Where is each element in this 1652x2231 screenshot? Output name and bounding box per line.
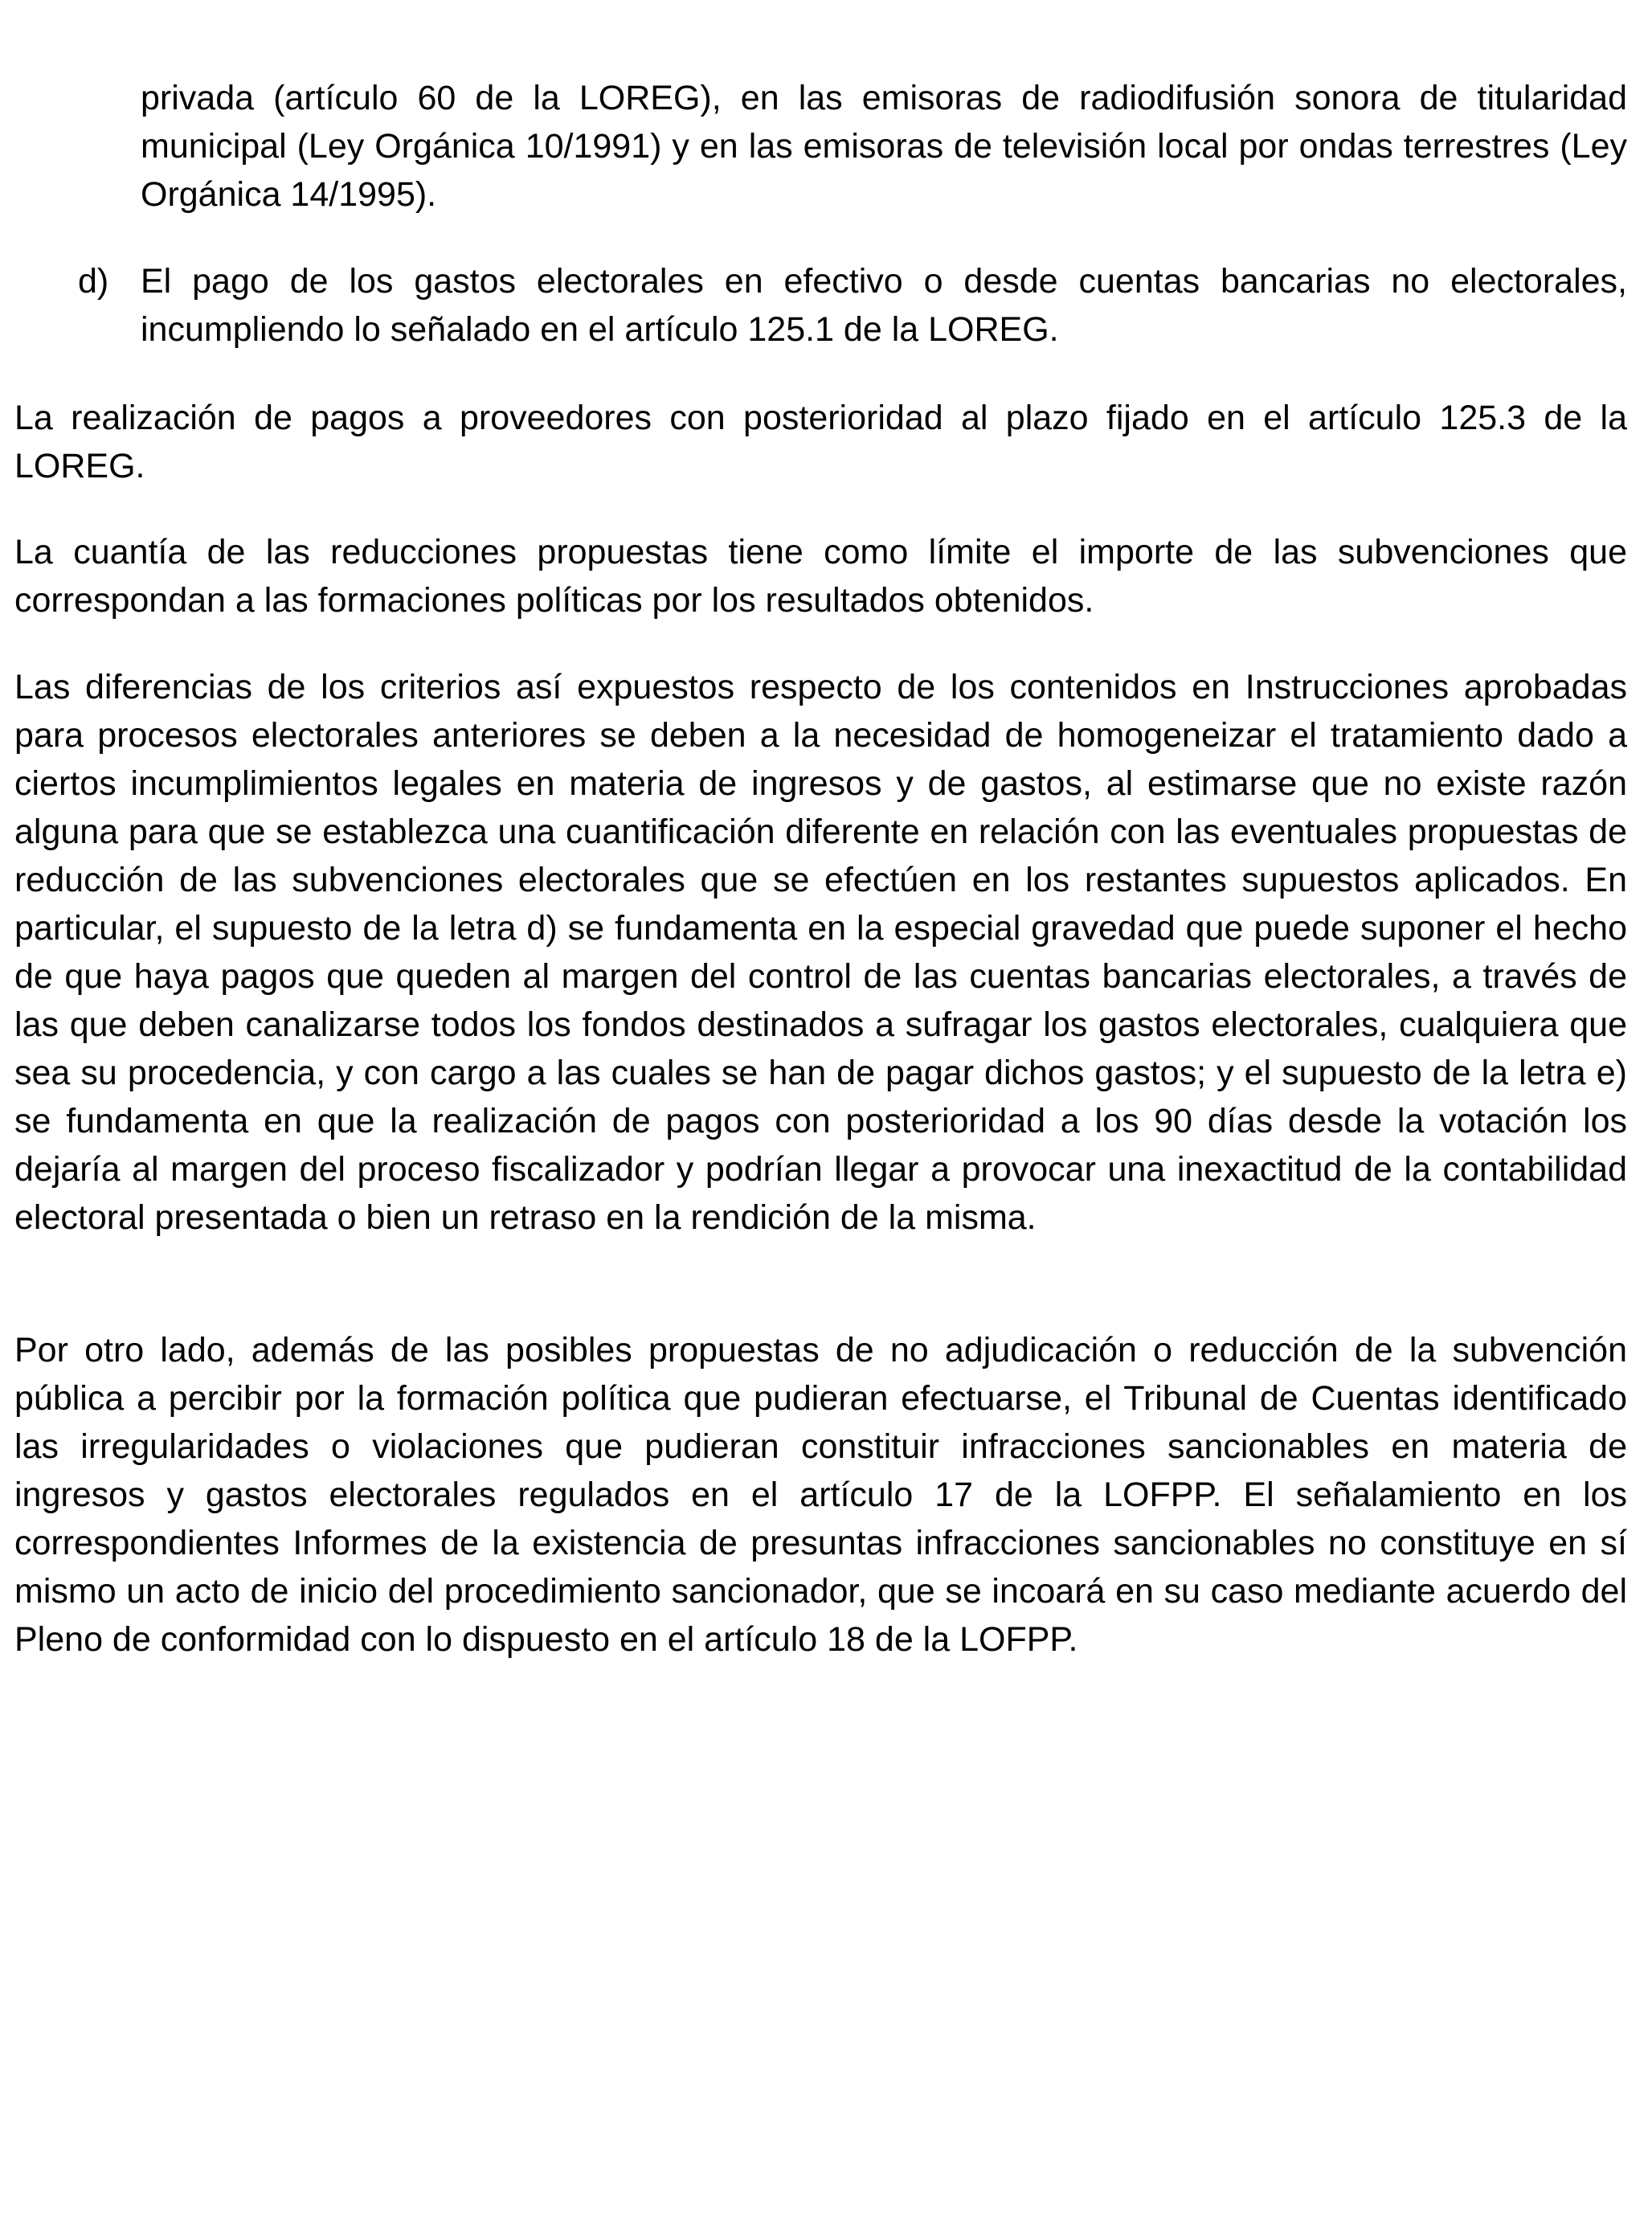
list-item-letter: d)	[78, 262, 109, 301]
paragraph-sanctionable-infractions: Por otro lado, además de las posibles propuestas de no adjudicación o reducción de la subvención pública a percibir por la formación política que pudieran efectuarse, el Tribunal de Cuentas identificado las irregularidades o violaciones que pudieran constituir infracciones sancionables en materia de ingresos y gastos electorales regulados en el artículo 17 de la LOFPP. El señalamiento en los correspondientes Informes de la existencia de presuntas infracciones sancionables no constituye en sí mismo un acto de inicio del procedimiento sancionador, que se incoará en su caso mediante acuerdo del Pleno de conformidad con lo dispuesto en el artículo 18 de la LOFPP.	[14, 1331, 1627, 1659]
list-item-d	[78, 257, 1627, 354]
paragraph-reduction-limit: La cuantía de las reducciones propuestas tiene como límite el importe de las subvenciones que correspondan a las formaciones políticas por los resultados obtenidos.	[14, 533, 1627, 620]
paragraph-criteria-differences: Las diferencias de los criterios así expuestos respecto de los contenidos en Instrucciones aprobadas para procesos electorales anteriores se deben a la necesidad de homogeneizar el tratamiento dado a ciertos incumplimientos legales en materia de ingresos y de gastos, al estimarse que no existe razón alguna para que se establezca una cuantificación diferente en relación con las eventuales propuestas de reducción de las subvenciones electorales que se efectúen en los restantes supuestos aplicados. En particular, el supuesto de la letra d) se fundamenta en la especial gravedad que puede suponer el hecho de que haya pagos que queden al margen del control de las cuentas bancarias electorales, a través de las que deben canalizarse todos los fondos destinados a sufragar los gastos electorales, cualquiera que sea su procedencia, y con cargo a las cuales se han de pagar dichos gastos; y el supuesto de la letra e) se fundamenta en que la realización de pagos con posterioridad a los 90 días desde la votación los dejaría al margen del proceso fiscalizador y podrían llegar a provocar una inexactitud de la contabilidad electoral presentada o bien un retraso en la rendición de la misma.	[14, 668, 1627, 1237]
list-item-text: El pago de los gastos electorales en efectivo o desde cuentas bancarias no electorales, incumpliendo lo señalado en el artículo 125.1 de la LOREG.	[141, 262, 1627, 349]
paragraph-late-payments: La realización de pagos a proveedores con posterioridad al plazo fijado en el artículo 125.3 de la LOREG.	[14, 399, 1627, 485]
list-item-continuation: privada (artículo 60 de la LOREG), en las emisoras de radiodifusión sonora de titularidad municipal (Ley Orgánica 10/1991) y en las emisoras de televisión local por ondas terrestres (Ley Orgánica 14/1995).	[141, 79, 1627, 214]
